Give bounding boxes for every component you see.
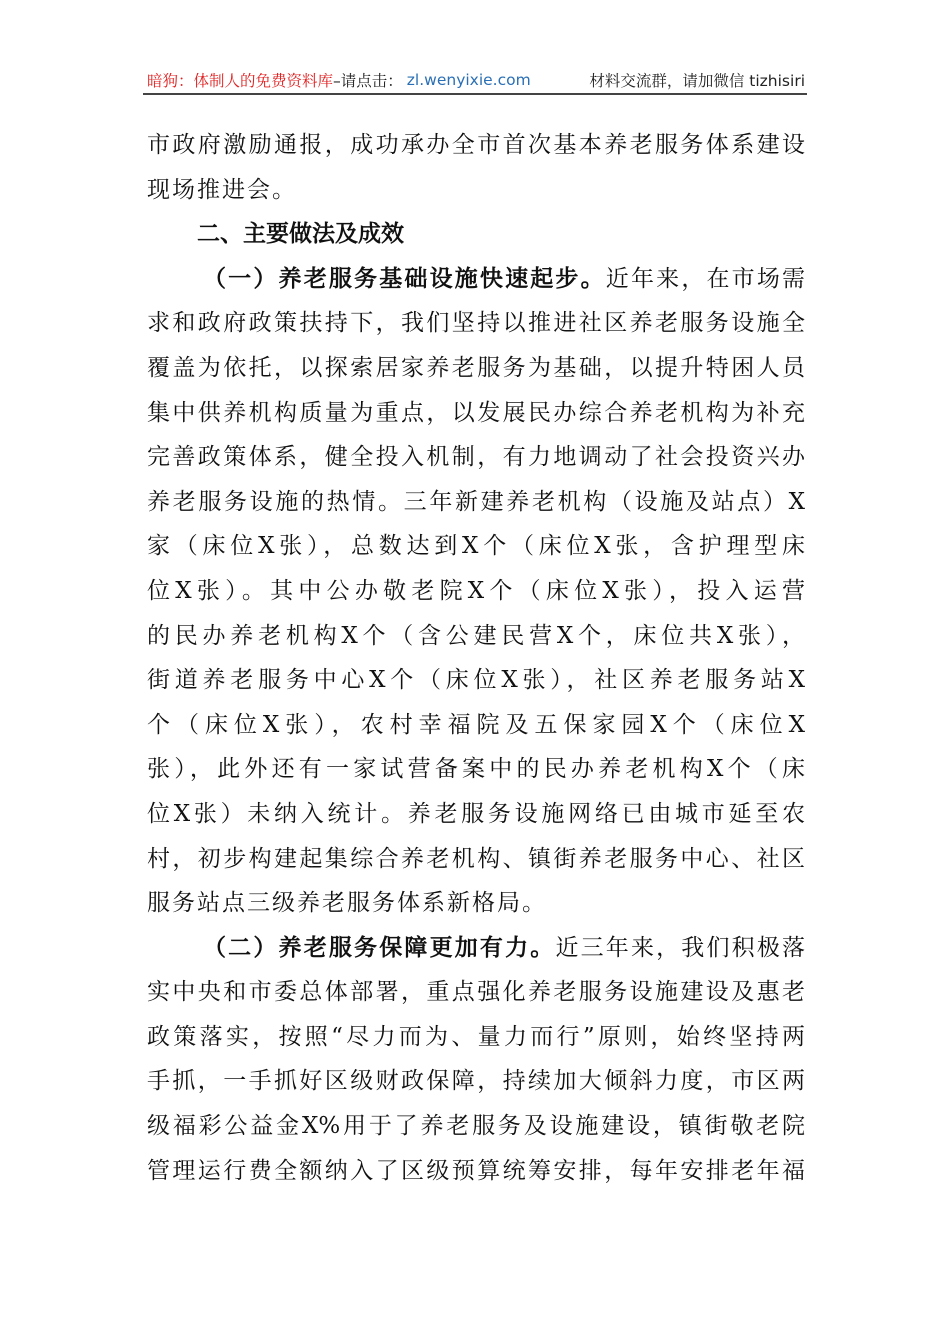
text-line <box>147 1015 805 1060</box>
page-header <box>147 68 805 92</box>
text-line <box>147 792 805 837</box>
text-line <box>147 837 805 882</box>
line-text: 管理运行费全额纳入了区级预算统筹安排，每年安排老年福 <box>147 1157 805 1184</box>
line-text: 完善政策体系，健全投入机制，有力地调动了社会投资兴办 <box>147 444 805 471</box>
paragraph-lead: （二）养老服务保障更加有力。 <box>203 933 556 961</box>
text-line <box>147 926 805 971</box>
text-line <box>147 257 805 302</box>
text-line <box>147 168 805 213</box>
line-text: 级福彩公益金X%用于了养老服务及设施建设，镇街敬老院 <box>147 1113 805 1140</box>
text-line <box>147 123 805 168</box>
header-prompt: –请点击： <box>333 72 403 90</box>
line-text: 集中供养机构质量为重点，以发展民办综合养老机构为补充 <box>147 399 805 426</box>
paragraph-lead: （一）养老服务基础设施快速起步。 <box>203 264 606 292</box>
header-link[interactable]: zl.wenyixie.com <box>406 71 531 89</box>
line-text: 个（床位X张），农村幸福院及五保家园X个（床位X <box>147 711 805 738</box>
line-text: 位X张）未纳入统计。养老服务设施网络已由城市延至农 <box>147 800 805 827</box>
line-text: 求和政府政策扶持下，我们坚持以推进社区养老服务设施全 <box>147 310 805 337</box>
text-line <box>147 747 805 792</box>
line-text: 实中央和市委总体部署，重点强化养老服务设施建设及惠老 <box>147 979 805 1006</box>
line-text: 政策落实，按照“尽力而为、量力而行”原则，始终坚持两 <box>147 1023 805 1050</box>
text-line <box>147 524 805 569</box>
text-line <box>147 703 805 748</box>
text-line <box>147 480 805 525</box>
text-line <box>147 1149 805 1194</box>
text-line <box>147 881 805 926</box>
line-text: 市政府激励通报，成功承办全市首次基本养老服务体系建设 <box>147 132 805 158</box>
text-line <box>147 569 805 614</box>
text-line <box>147 658 805 703</box>
line-text: 手抓，一手抓好区级财政保障，持续加大倾斜力度，市区两 <box>147 1068 805 1095</box>
line-text: 二、主要做法及成效 <box>197 221 404 248</box>
text-line <box>147 301 805 346</box>
line-text: 近三年来，我们积极落 <box>555 934 806 961</box>
line-text: 的民办养老机构X个（含公建民营X个，床位共X张）， <box>147 622 805 649</box>
section-heading <box>147 212 805 257</box>
line-text: 村，初步构建起集综合养老机构、镇街养老服务中心、社区 <box>147 845 805 872</box>
line-text: 覆盖为依托，以探索居家养老服务为基础，以提升特困人员 <box>147 354 805 381</box>
line-text: 街道养老服务中心X个（床位X张），社区养老服务站X <box>147 667 805 694</box>
line-text: 位X张）。其中公办敬老院X个（床位X张），投入运营 <box>147 577 805 604</box>
header-divider <box>143 93 807 95</box>
header-group-info: 材料交流群，请加微信 tizhisiri <box>589 72 805 90</box>
header-brand: 暗狗：体制人的免费资料库 <box>147 72 334 90</box>
text-line <box>147 435 805 480</box>
text-line <box>147 391 805 436</box>
text-line <box>147 346 805 391</box>
line-text: 近年来，在市场需 <box>605 265 806 292</box>
line-text: 服务站点三级养老服务体系新格局。 <box>147 890 547 917</box>
text-line <box>147 614 805 659</box>
line-text: 现场推进会。 <box>147 176 297 203</box>
line-text: 张），此外还有一家试营备案中的民办养老机构X个（床 <box>147 756 805 783</box>
line-text: 家（床位X张），总数达到X个（床位X张，含护理型床 <box>147 533 805 560</box>
text-line <box>147 1104 805 1149</box>
text-line <box>147 1059 805 1104</box>
document-body <box>147 123 805 1193</box>
line-text: 养老服务设施的热情。三年新建养老机构（设施及站点）X <box>147 488 805 515</box>
text-line <box>147 970 805 1015</box>
